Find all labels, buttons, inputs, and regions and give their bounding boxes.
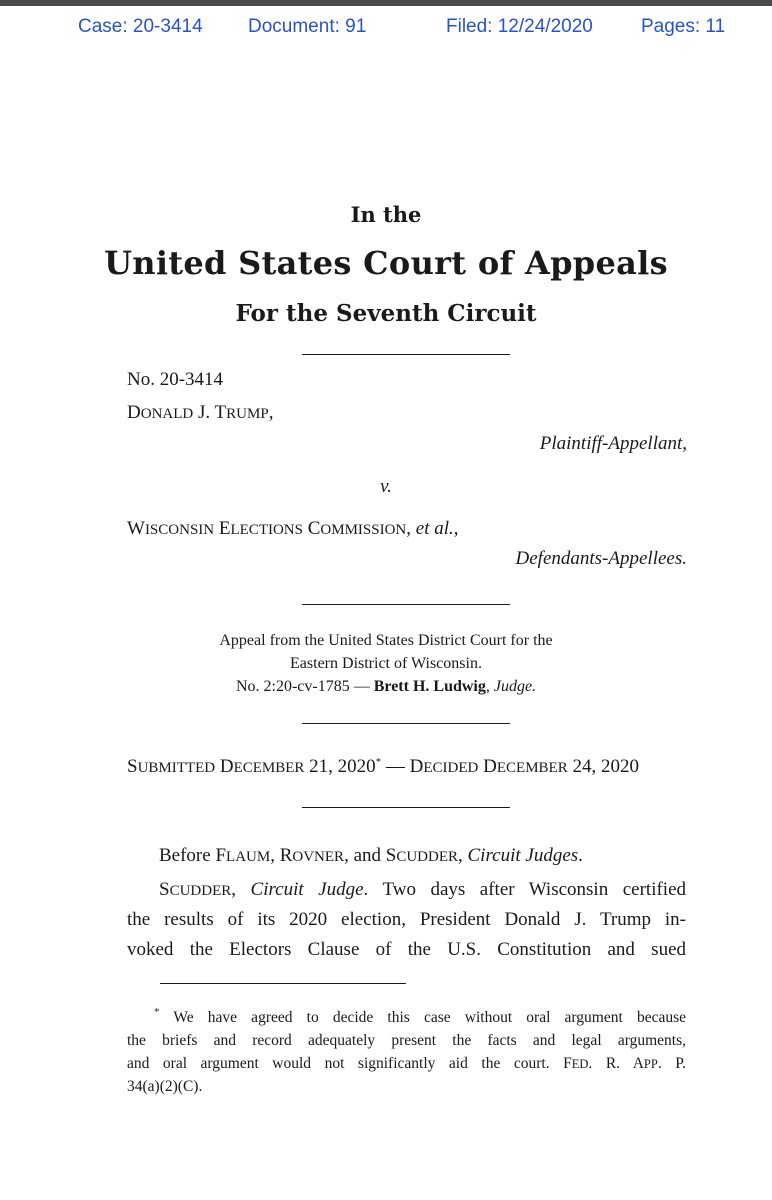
caption-in-the: In the (350, 202, 422, 227)
app-a: A (632, 1055, 644, 1072)
rule-sep: . (616, 1055, 633, 1072)
defendant-c: C (307, 518, 321, 539)
header-filed-date: Filed: 12/24/2020 (446, 16, 593, 37)
footnote-text-1: We have agreed to decide this case without oral argument because (159, 1009, 686, 1026)
defendant-w-rest: ISCONSIN (144, 522, 215, 538)
panel-sep-1: , (270, 845, 280, 866)
footnote-text-2: the briefs and record adequately present the facts and legal arguments, (127, 1032, 686, 1049)
header-case-number: Case: 20-3414 (78, 16, 203, 37)
submitted-date-d: D (219, 756, 234, 777)
author-f: S (159, 879, 170, 900)
judge-3-rest: CUDDER (396, 849, 458, 865)
author-rest: CUDDER (169, 883, 232, 899)
defendant-comma: , (406, 518, 412, 539)
appeal-docket: No. 2:20-cv-1785 — (235, 678, 374, 695)
plaintiff-role: Plaintiff-Appellant, (539, 433, 687, 454)
viewer-top-strip (0, 0, 772, 6)
header-page-count: Pages: 11 (641, 16, 726, 37)
submitted-s: S (127, 756, 138, 777)
opinion-line-1 (159, 879, 686, 901)
panel-sep-3: , (458, 845, 468, 866)
judge-1-f: F (215, 845, 227, 866)
footnote-marker[interactable]: * (375, 756, 382, 768)
caption-circuit: For the Seventh Circuit (235, 300, 537, 327)
filing-header (0, 16, 772, 42)
divider-rule (302, 604, 510, 605)
app-rest: PP (643, 1057, 658, 1071)
opinion-line-3-text: voked the Electors Clause of the U.S. Constitution and sued (127, 939, 686, 960)
judge-2-rest: OVNER (292, 849, 345, 865)
plaintiff-tail: J. T (197, 402, 227, 423)
appeal-line-1: Appeal from the United States District Court for the (219, 632, 553, 649)
divider-rule (302, 723, 510, 724)
appeal-line-3 (0, 678, 772, 696)
defendant-et-al: et al. (415, 518, 454, 539)
appeal-sep: , (485, 678, 494, 695)
judge-2-f: R (279, 845, 293, 866)
footnote-mark: * (154, 1006, 160, 1018)
opinion-line-3 (127, 939, 686, 961)
plaintiff-end: , (268, 402, 274, 423)
footnote-text-3: and oral argument would not significantly aid the court. (127, 1055, 564, 1072)
judge-3-f: S (385, 845, 397, 866)
caption-court-name: United States Court of Appeals (104, 244, 668, 282)
panel-end: . (578, 845, 583, 866)
divider-rule (302, 807, 510, 808)
fed-sep: . (588, 1055, 606, 1072)
footnote-separator (160, 983, 406, 984)
footnote-line-4: 34(a)(2)(C). (127, 1078, 203, 1095)
defendant-role: Defendants-Appellees. (515, 548, 687, 569)
defendant-w: W (127, 518, 145, 539)
footnote-line-1 (154, 1006, 686, 1027)
decided-date-rest: ECEMBER (496, 760, 568, 776)
defendant-name (127, 518, 459, 540)
submitted-date-rest: ECEMBER (233, 760, 305, 776)
header-document-number: Document: 91 (248, 16, 367, 37)
p-tail: . P. (657, 1055, 686, 1072)
judge-1-rest: LAUM (226, 849, 271, 865)
opinion-line-2 (127, 909, 686, 931)
submitted-rest: UBMITTED (137, 760, 216, 776)
plaintiff-name (127, 402, 273, 424)
appeal-line-2: Eastern District of Wisconsin. (290, 655, 482, 672)
docket-number: No. 20-3414 (127, 369, 224, 390)
author-title: Circuit Judge (250, 879, 364, 900)
plaintiff-first-letter: D (127, 402, 141, 423)
submitted-date: 21, 2020 (309, 756, 376, 777)
defendant-e-rest: LECTIONS (230, 522, 303, 538)
versus: v. (380, 476, 392, 497)
fed-rest: ED (571, 1057, 589, 1071)
fed-f: F (563, 1055, 572, 1072)
dates-dash: — (381, 756, 410, 777)
panel-title: Circuit Judges (467, 845, 579, 866)
divider-rule (302, 354, 510, 355)
plaintiff-tail-rest: RUMP (226, 406, 269, 422)
opinion-line-2-text: the results of its 2020 election, President Donald J. Trump in- (127, 909, 686, 930)
decided-rest: ECIDED (423, 760, 479, 776)
plaintiff-first-rest: ONALD (140, 406, 194, 422)
defendant-c-rest: OMMISSION (320, 522, 407, 538)
decided-date: 24, 2020 (572, 756, 639, 777)
rule-r: R (605, 1055, 617, 1072)
decided-date-d: D (483, 756, 497, 777)
district-judge-title: Judge. (493, 678, 537, 695)
panel-line (159, 845, 583, 867)
panel-before: Before (159, 845, 216, 866)
footnote-line-3 (127, 1055, 686, 1073)
submitted-decided-line (127, 756, 639, 778)
defendant-e: E (218, 518, 231, 539)
decided-d: D (409, 756, 424, 777)
author-sep: , (231, 879, 251, 900)
footnote-line-2 (127, 1032, 686, 1050)
opinion-line-1-rest: . Two days after Wisconsin certified (363, 879, 687, 900)
district-judge-name: Brett H. Ludwig (373, 678, 486, 695)
panel-sep-2: , and (344, 845, 386, 866)
defendant-end: , (453, 518, 459, 539)
